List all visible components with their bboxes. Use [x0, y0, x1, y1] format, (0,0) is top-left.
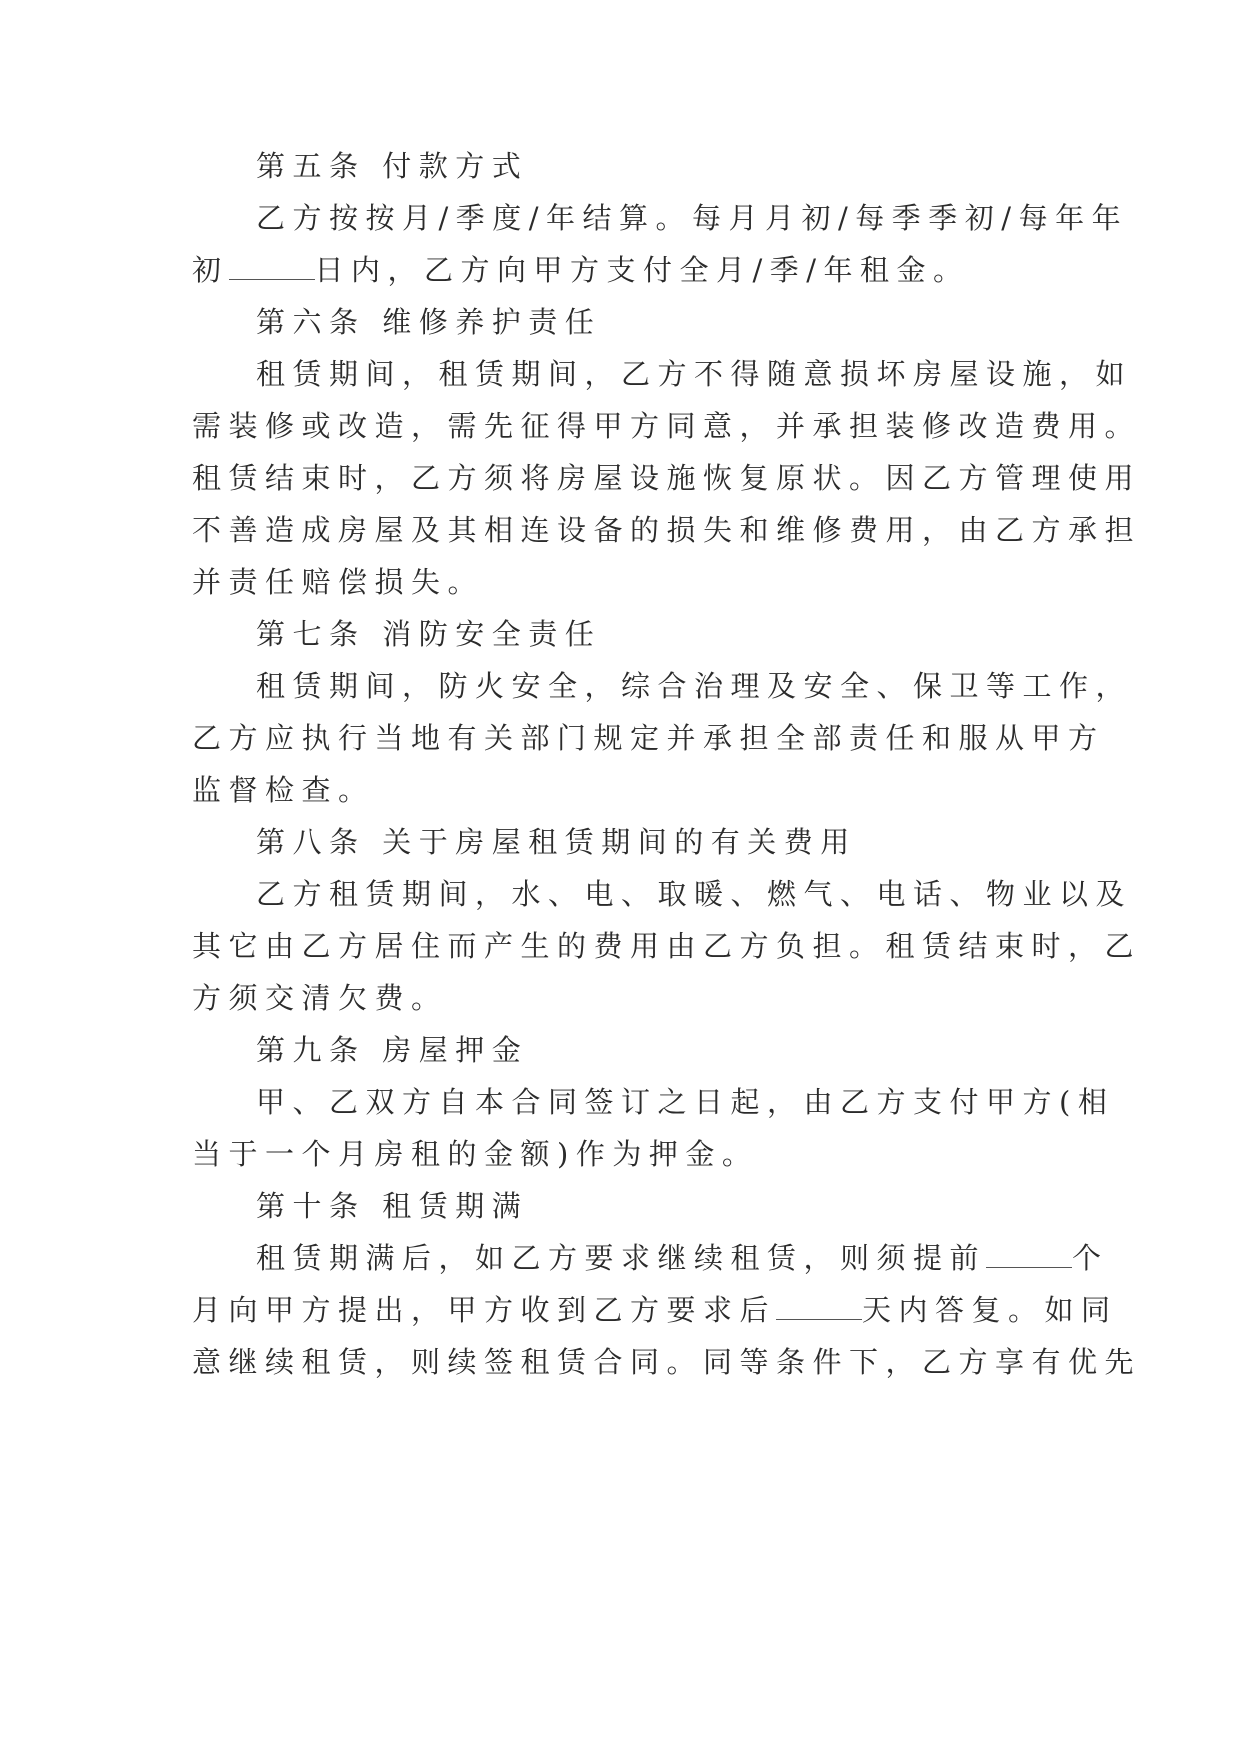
article-6-body-line-1 — [256, 354, 1133, 394]
article-6-heading — [256, 302, 1062, 342]
article-9-body-text-2: 当于一个月房租的金额)作为押金。 — [192, 1137, 759, 1171]
article-6-body-text-3: 租赁结束时，乙方须将房屋设施恢复原状。因乙方管理使用 — [192, 461, 1142, 495]
article-10-body-text-3: 意继续租赁，则续签租赁合同。同等条件下，乙方享有优先 — [192, 1345, 1142, 1379]
article-10-heading — [256, 1186, 1062, 1226]
article-9-heading-text: 第九条 房屋押金 — [256, 1033, 529, 1067]
article-5-body-line-2 — [192, 250, 1062, 290]
fill-in-blank-months — [986, 1241, 1072, 1268]
article-10-body-line-2 — [192, 1290, 1118, 1330]
article-6-heading-text: 第六条 维修养护责任 — [256, 305, 602, 339]
fill-in-blank-reply-days — [776, 1293, 862, 1320]
article-8-heading-text: 第八条 关于房屋租赁期间的有关费用 — [256, 825, 857, 859]
article-7-body-line-1 — [256, 666, 1133, 706]
article-5-heading-text: 第五条 付款方式 — [256, 149, 529, 183]
article-8-body-line-3 — [192, 978, 1062, 1018]
article-7-heading-text: 第七条 消防安全责任 — [256, 617, 602, 651]
article-10-body-text-1b: 个 — [1072, 1241, 1109, 1275]
article-10-body-text-1a: 租赁期满后，如乙方要求继续租赁，则须提前 — [256, 1241, 987, 1275]
article-6-body-text-1: 租赁期间，租赁期间，乙方不得随意损坏房屋设施，如 — [256, 357, 1133, 391]
article-10-body-text-2a: 月向甲方提出，甲方收到乙方要求后 — [192, 1293, 777, 1327]
article-7-body-text-1: 租赁期间，防火安全，综合治理及安全、保卫等工作， — [256, 669, 1133, 703]
article-6-body-text-2: 需装修或改造，需先征得甲方同意，并承担装修改造费用。 — [192, 409, 1142, 443]
article-7-body-text-3: 监督检查。 — [192, 773, 375, 807]
article-6-body-line-2 — [192, 406, 1142, 446]
article-9-heading — [256, 1030, 1062, 1070]
article-5-body-line-1 — [256, 198, 1129, 238]
article-7-body-text-2: 乙方应执行当地有关部门规定并承担全部责任和服从甲方 — [192, 721, 1105, 755]
article-9-body-line-1 — [256, 1082, 1115, 1122]
article-8-body-line-2 — [192, 926, 1142, 966]
article-10-body-line-3 — [192, 1342, 1142, 1382]
article-6-body-line-5 — [192, 562, 1062, 602]
article-8-body-text-3: 方须交清欠费。 — [192, 981, 448, 1015]
article-6-body-text-5: 并责任赔偿损失。 — [192, 565, 485, 599]
article-10-heading-text: 第十条 租赁期满 — [256, 1189, 529, 1223]
article-10-body-text-2b: 天内答复。如同 — [862, 1293, 1118, 1327]
article-7-heading — [256, 614, 1062, 654]
article-8-body-text-1: 乙方租赁期间，水、电、取暖、燃气、电话、物业以及 — [256, 877, 1133, 911]
article-5-body-text-2a: 初 — [192, 253, 229, 287]
fill-in-blank-days — [229, 253, 315, 280]
article-5-heading — [256, 146, 1062, 186]
article-5-body-text-2b: 日内，乙方向甲方支付全月/季/年租金。 — [314, 253, 970, 287]
article-8-body-line-1 — [256, 874, 1133, 914]
article-8-heading — [256, 822, 1062, 862]
article-8-body-text-2: 其它由乙方居住而产生的费用由乙方负担。租赁结束时，乙 — [192, 929, 1142, 963]
article-6-body-line-4 — [192, 510, 1142, 550]
article-7-body-line-2 — [192, 718, 1105, 758]
article-10-body-line-1 — [256, 1238, 1109, 1278]
article-5-body-text-1: 乙方按按月/季度/年结算。每月月初/每季季初/每年年 — [256, 201, 1129, 235]
article-6-body-text-4: 不善造成房屋及其相连设备的损失和维修费用，由乙方承担 — [192, 513, 1142, 547]
article-7-body-line-3 — [192, 770, 1062, 810]
article-9-body-line-2 — [192, 1134, 1062, 1174]
article-9-body-text-1: 甲、乙双方自本合同签订之日起，由乙方支付甲方(相 — [256, 1085, 1115, 1119]
article-6-body-line-3 — [192, 458, 1142, 498]
